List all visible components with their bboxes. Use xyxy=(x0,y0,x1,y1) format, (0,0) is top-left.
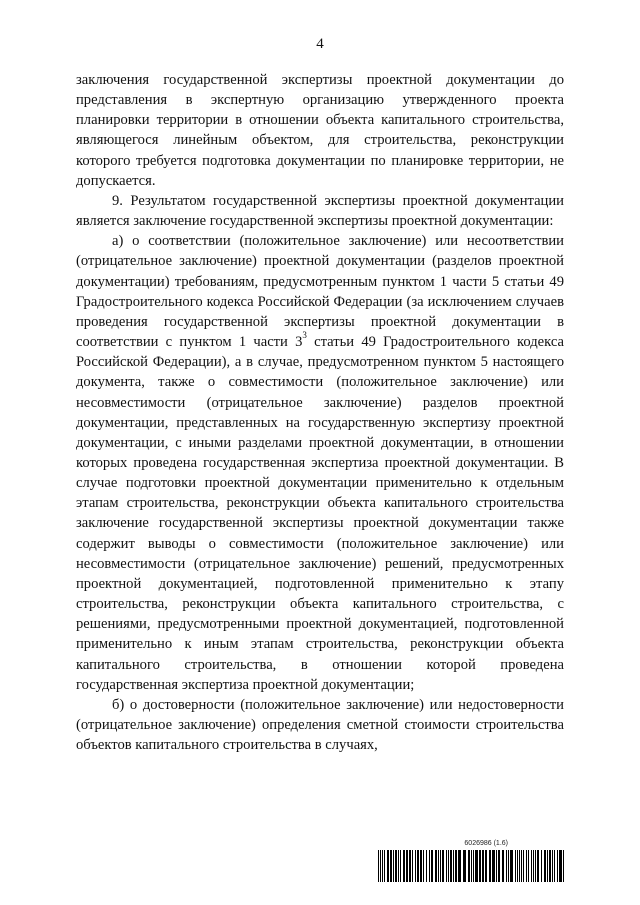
barcode-icon xyxy=(378,850,566,882)
paragraph-item-9: 9. Результатом государственной экспертизы проектной документации является заключение государственной экспертизы проектной документации: xyxy=(76,192,564,230)
document-code: 6026986 (1.6) xyxy=(464,840,508,847)
page-number: 4 xyxy=(316,36,324,52)
document-body xyxy=(76,70,564,755)
paragraph-subitem-a-text-2: статьи 49 Градостроительного кодекса Российской Федерации), а в случае, предусмотренном пунктом 5 настоящего документа, также о совместимости (положительное заключение) или несовместимости (отрицательное заключение) разделов проектной документации, представленных на государственную экспертизу проектной документации, с иными разделами проектной документации, в отношении которых проведена государственная экспертиза проектной документации. В случае подготовки проектной документации применительно к отдельным этапам строительства, реконструкции объекта капитального строительства заключение государственной экспертизы проектной документации также содержит выводы о совместимости (положительное заключение) или несовместимости (отрицательное заключение) решений, предусмотренных проектной документацией, подготовленной применительно к этапу строительства, реконструкции объекта капитального строительства, с решениями, предусмотренными проектной документацией, подготовленной применительно к иным этапам строительства, реконструкции объекта капитального строительства, в отношении которой проведена государственная экспертиза проектной документации; xyxy=(76,334,564,693)
paragraph-subitem-a xyxy=(76,231,564,695)
paragraph-continuation: заключения государственной экспертизы проектной документации до представления в экспертную организацию утвержденного проекта планировки территории в отношении объекта капитального строительства, являющегося линейным объектом, для строительства, реконструкции которого требуется подготовка документации по планировке территории, не допускается. xyxy=(76,72,564,189)
barcode-block xyxy=(378,839,566,882)
superscript-mark: 3 xyxy=(302,330,307,341)
paragraph-subitem-b: б) о достоверности (положительное заключение) или недостоверности (отрицательное заключение) определения сметной стоимости строительства объектов капитального строительства в случаях, xyxy=(76,696,564,754)
paragraph-subitem-a-text-1: а) о соответствии (положительное заключение) или несоответствии (отрицательное заключение) проектной документации (разделов проектной документации) требованиям, предусмотренным пунктом 1 части 5 статьи 49 Градостроительного кодекса Российской Федерации (за исключением случаев проведения государственной экспертизы проектной документации в соответствии с пунктом 1 части 3 xyxy=(76,233,564,351)
